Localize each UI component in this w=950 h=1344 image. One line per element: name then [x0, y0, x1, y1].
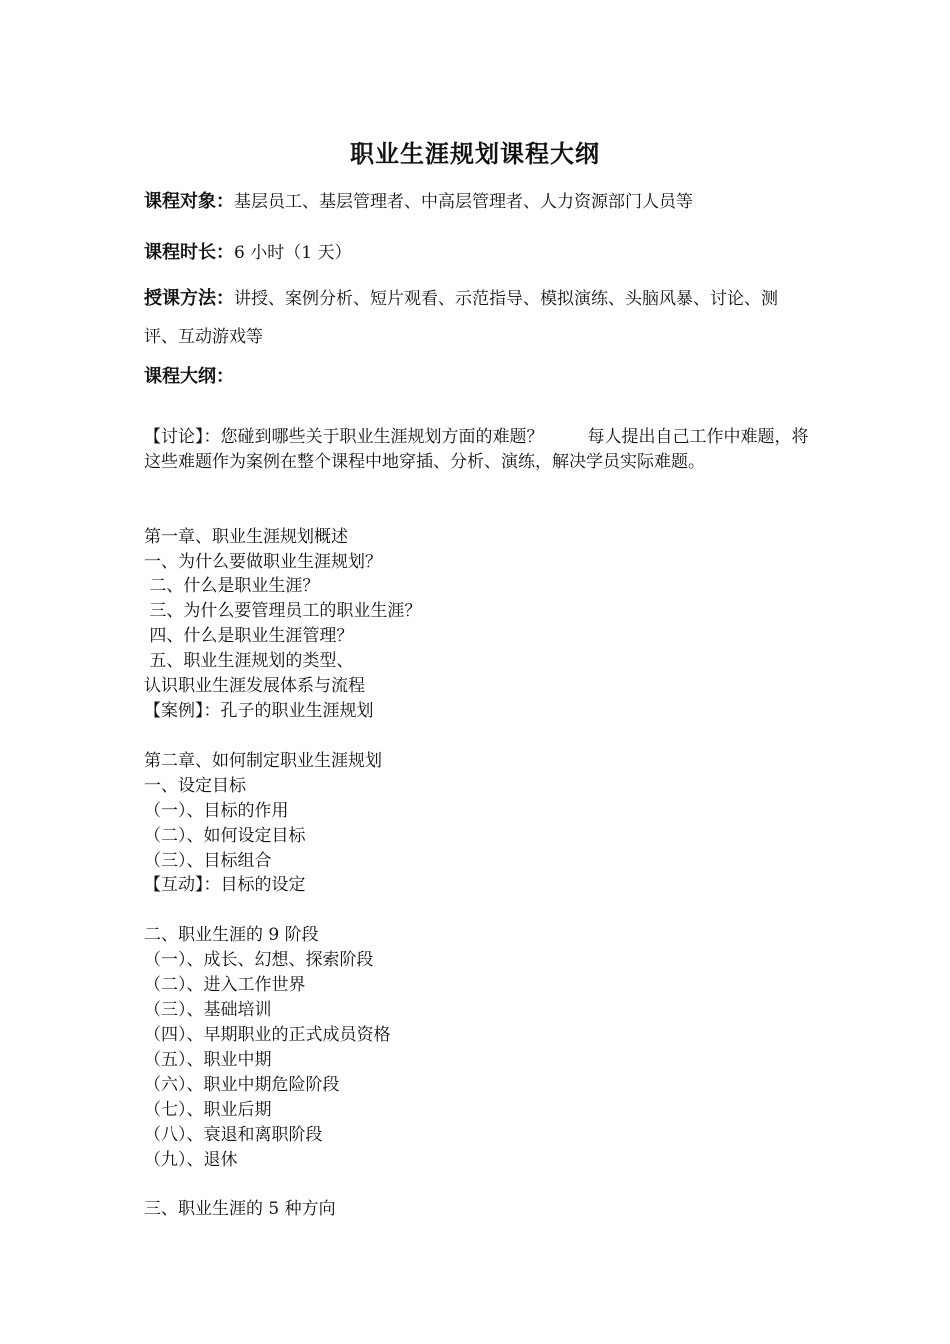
discussion-part-2: 每人提出自己工作中难题，将这些难题作为案例在整个课程中地穿插、分析、演练，解决学员实际难题。: [144, 427, 809, 472]
outline-line: （二）、如何设定目标: [144, 826, 306, 846]
outline-line: 【案例】：孔子的职业生涯规划: [144, 701, 374, 721]
outline-line: （二）、进入工作世界: [144, 975, 306, 995]
outline-line: 一、为什么要做职业生涯规划？: [144, 552, 382, 572]
outline-line: （九）、退休: [144, 1150, 238, 1170]
course-method: [144, 280, 809, 356]
outline-line: 第一章、职业生涯规划概述: [144, 527, 348, 547]
outline-line: 第二章、如何制定职业生涯规划: [144, 751, 382, 771]
course-duration-label: 课程时长：: [144, 242, 234, 263]
outline-line: 二、什么是职业生涯？: [144, 576, 320, 596]
outline-line: （三）、基础培训: [144, 1000, 272, 1020]
outline-line: 【互动】：目标的设定: [144, 875, 306, 895]
outline-line: （一）、成长、幻想、探索阶段: [144, 950, 374, 970]
course-method-value: 讲授、案例分析、短片观看、示范指导、模拟演练、头脑风暴、讨论、测评、互动游戏等: [144, 289, 778, 347]
outline-line: （六）、职业中期危险阶段: [144, 1075, 340, 1095]
course-duration: [144, 238, 809, 264]
outline-line: 认识职业生涯发展体系与流程: [144, 676, 365, 696]
course-outline-heading: [144, 362, 809, 388]
outline-line: 二、职业生涯的 9 阶段: [144, 925, 319, 945]
outline-line: （三）、目标组合: [144, 851, 272, 871]
outline-line: 三、为什么要管理员工的职业生涯？: [144, 601, 422, 621]
discussion-part-1: 【讨论】：您碰到哪些关于职业生涯规划方面的难题？: [144, 427, 544, 447]
course-target-label: 课程对象：: [144, 191, 234, 212]
outline-line: （五）、职业中期: [144, 1050, 272, 1070]
course-duration-value: 6 小时（1 天）: [234, 243, 352, 263]
outline-line: 三、职业生涯的 5 种方向: [144, 1199, 336, 1219]
outline-line: （一）、目标的作用: [144, 801, 289, 821]
course-method-label: 授课方法：: [144, 288, 234, 309]
document-title: 职业生涯规划课程大纲: [350, 140, 600, 168]
discussion-paragraph: [144, 425, 809, 475]
outline-line: 五、职业生涯规划的类型、: [144, 651, 354, 671]
outline-line: 一、设定目标: [144, 776, 246, 796]
outline-line: 四、什么是职业生涯管理？: [144, 626, 354, 646]
course-outline-label: 课程大纲：: [144, 366, 234, 387]
outline-line: （四）、早期职业的正式成员资格: [144, 1025, 391, 1045]
outline-line: （七）、职业后期: [144, 1100, 272, 1120]
course-target: [144, 187, 809, 213]
course-target-value: 基层员工、基层管理者、中高层管理者、人力资源部门人员等: [234, 192, 693, 212]
outline-line: （八）、衰退和离职阶段: [144, 1125, 323, 1145]
